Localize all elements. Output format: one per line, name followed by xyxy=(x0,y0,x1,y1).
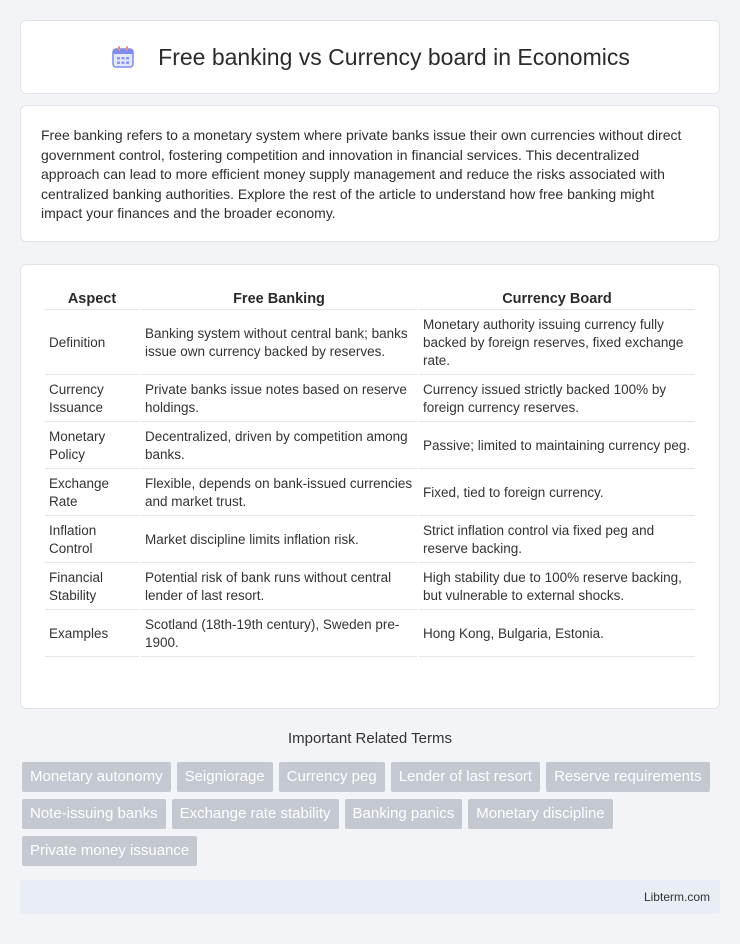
header-card xyxy=(20,20,720,94)
free-banking-cell: Decentralized, driven by competition among banks. xyxy=(141,424,417,469)
header-free-banking: Free Banking xyxy=(141,287,417,310)
table-header-row xyxy=(45,287,695,310)
table-row xyxy=(45,518,695,563)
table-row xyxy=(45,312,695,375)
currency-board-cell: Fixed, tied to foreign currency. xyxy=(419,471,695,516)
tag-currency-peg[interactable]: Currency peg xyxy=(279,762,385,792)
related-terms-list xyxy=(22,762,722,873)
tag-note-issuing-banks[interactable]: Note-issuing banks xyxy=(22,799,166,829)
free-banking-cell: Flexible, depends on bank-issued currencies and market trust. xyxy=(141,471,417,516)
aspect-cell: Examples xyxy=(45,612,139,657)
currency-board-cell: Hong Kong, Bulgaria, Estonia. xyxy=(419,612,695,657)
free-banking-cell: Private banks issue notes based on reserve holdings. xyxy=(141,377,417,422)
currency-board-cell: Passive; limited to maintaining currency peg. xyxy=(419,424,695,469)
table-row xyxy=(45,377,695,422)
aspect-cell: Monetary Policy xyxy=(45,424,139,469)
tag-exchange-rate-stability[interactable]: Exchange rate stability xyxy=(172,799,339,829)
footer xyxy=(20,880,720,914)
tag-monetary-autonomy[interactable]: Monetary autonomy xyxy=(22,762,171,792)
tag-seigniorage[interactable]: Seigniorage xyxy=(177,762,273,792)
currency-board-cell: Strict inflation control via fixed peg and reserve backing. xyxy=(419,518,695,563)
currency-board-cell: High stability due to 100% reserve backing, but vulnerable to external shocks. xyxy=(419,565,695,610)
table-row xyxy=(45,471,695,516)
free-banking-cell: Banking system without central bank; banks issue own currency backed by reserves. xyxy=(141,312,417,375)
tag-private-money-issuance[interactable]: Private money issuance xyxy=(22,836,197,866)
free-banking-cell: Scotland (18th-19th century), Sweden pre-1900. xyxy=(141,612,417,657)
page-title: Free banking vs Currency board in Economics xyxy=(158,43,630,70)
tag-lender-of-last-resort[interactable]: Lender of last resort xyxy=(391,762,540,792)
tag-reserve-requirements[interactable]: Reserve requirements xyxy=(546,762,710,792)
tag-monetary-discipline[interactable]: Monetary discipline xyxy=(468,799,612,829)
related-terms-title: Important Related Terms xyxy=(288,730,452,747)
aspect-cell: Currency Issuance xyxy=(45,377,139,422)
aspect-cell: Exchange Rate xyxy=(45,471,139,516)
calendar-icon xyxy=(110,44,136,70)
header-currency-board: Currency Board xyxy=(419,287,695,310)
aspect-cell: Inflation Control xyxy=(45,518,139,563)
free-banking-cell: Potential risk of bank runs without central lender of last resort. xyxy=(141,565,417,610)
intro-card xyxy=(20,105,720,242)
header-aspect: Aspect xyxy=(45,287,139,310)
comparison-table xyxy=(43,285,697,659)
currency-board-cell: Monetary authority issuing currency fully backed by foreign reserves, fixed exchange rate. xyxy=(419,312,695,375)
table-row xyxy=(45,565,695,610)
free-banking-cell: Market discipline limits inflation risk. xyxy=(141,518,417,563)
footer-site-link[interactable]: Libterm.com xyxy=(643,890,710,904)
tag-banking-panics[interactable]: Banking panics xyxy=(345,799,463,829)
table-row xyxy=(45,424,695,469)
comparison-card xyxy=(20,264,720,709)
intro-text: Free banking refers to a monetary system where private banks issue their own currencies without direct government control, fostering competition and innovation in financial services. This decentralized approach can lead to more efficient money supply management and reduce the risks associated with centralized banking authorities. Explore the rest of the article to understand how free banking might impact your finances and the broader economy. xyxy=(41,127,682,222)
aspect-cell: Definition xyxy=(45,312,139,375)
table-row xyxy=(45,612,695,657)
currency-board-cell: Currency issued strictly backed 100% by foreign currency reserves. xyxy=(419,377,695,422)
aspect-cell: Financial Stability xyxy=(45,565,139,610)
